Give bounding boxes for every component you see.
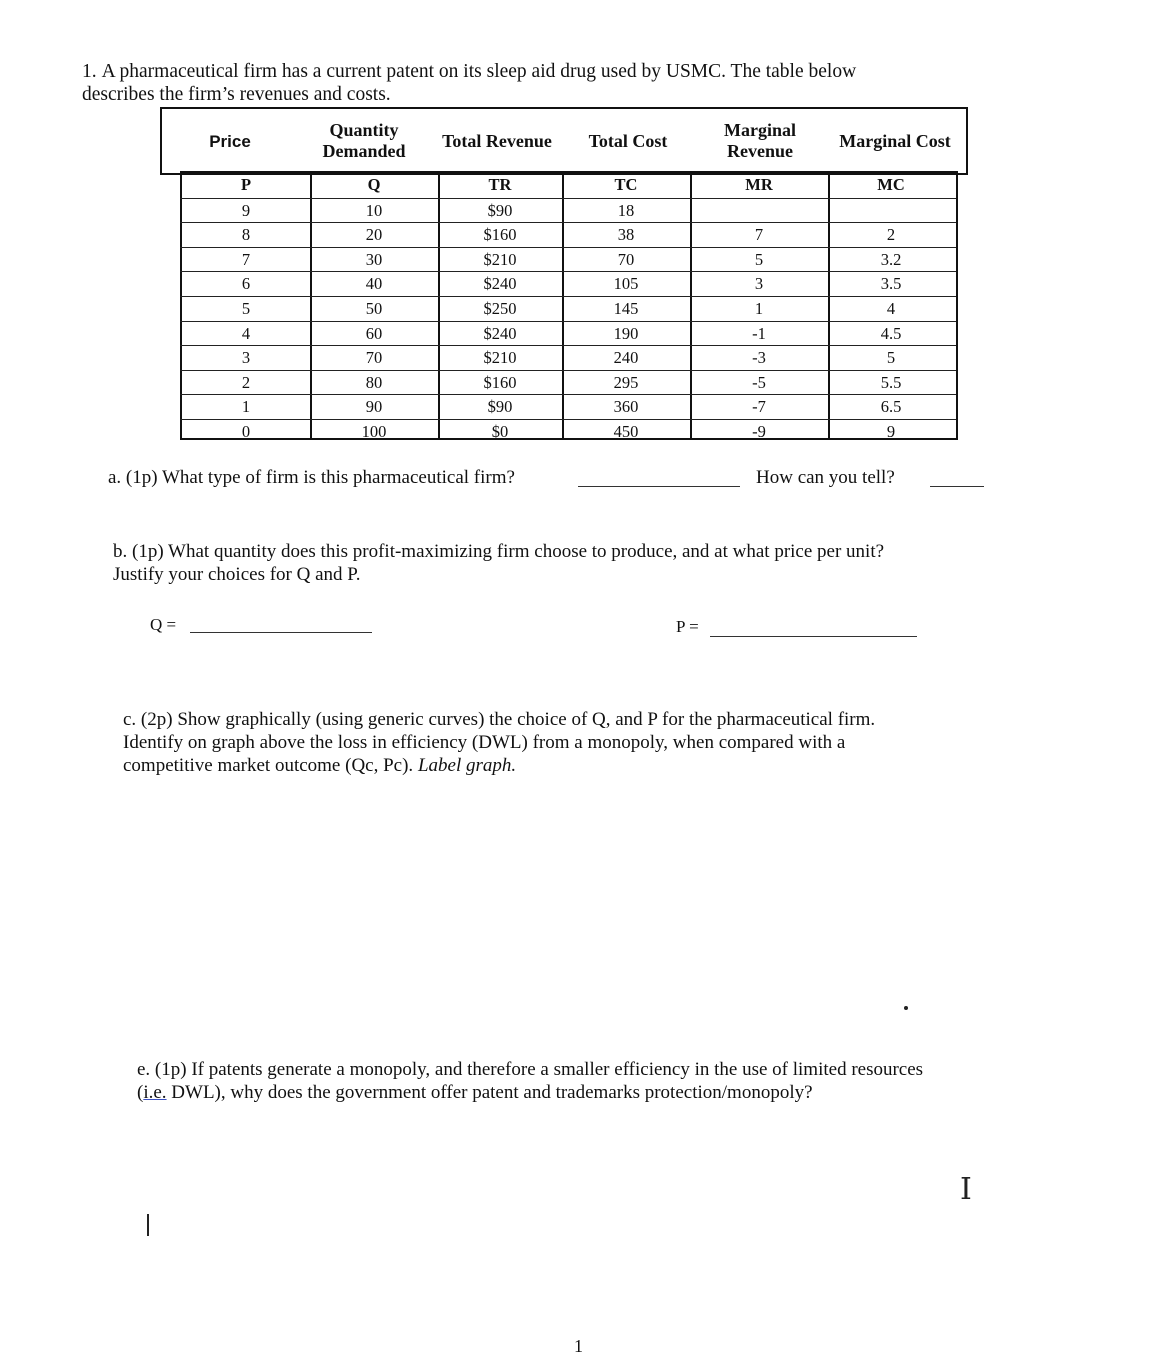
table-header-0: Price [209,131,251,151]
table-cell: $90 [487,397,513,417]
stray-dot [904,1006,908,1010]
p-label: P = [676,617,699,636]
table-cell: 3 [754,274,764,294]
table-cell: 105 [613,274,639,294]
table-cell: 4 [886,299,896,318]
intro-line-2: describes the firm’s revenues and costs. [82,84,391,105]
table-cell: 3 [241,348,251,368]
table-cell: 38 [617,225,635,245]
table-cell: 145 [613,299,639,318]
table-cell: $160 [483,372,517,392]
table-header-4: Marginal Revenue [724,120,796,161]
table-cell: 10 [365,200,383,220]
table-cell: -7 [752,397,766,417]
table-cell: 5 [754,249,764,269]
revenue-cost-table [160,107,966,441]
question-a-followup: How can you tell? [756,467,895,488]
table-cell: $210 [483,249,517,269]
table-header-5: Marginal Cost [839,130,951,151]
answer-a-type-blank[interactable] [578,486,740,487]
ie-abbrev: i.e. [143,1082,167,1103]
table-subheader-p: P [240,175,252,194]
table-cell: 30 [365,249,383,269]
question-e-line-2: DWL), why does the government offer patent and trademarks protection/monopoly? [166,1082,813,1103]
table-subheader-mr: MR [745,175,773,194]
table-cell: 0 [241,422,251,441]
table-cell: 70 [617,249,635,269]
table-subheader-q: Q [367,175,381,194]
table-cell: 5.5 [880,372,902,392]
question-c-line-2: Identify on graph above the loss in efficiency (DWL) from a monopoly, when compared with a [123,732,846,753]
page-number: 1 [574,1336,583,1356]
table-cell: $160 [483,225,517,245]
table-cell: 295 [613,372,639,392]
table-cell: $240 [483,323,517,343]
graph-answer-area[interactable] [120,810,1020,1030]
table-cell: 190 [613,323,639,343]
answer-q-blank[interactable] [190,632,372,633]
question-e: e. (1p) If patents generate a monopoly, and therefore a smaller efficiency in the use of limited resources (i.e. DWL), why does the government offer patent and trademarks protection/monopoly? [137,1059,924,1103]
table-cell: -9 [752,422,766,441]
question-c-label-graph: Label graph. [417,755,517,776]
table-cell: -1 [752,323,766,343]
table-cell: 9 [886,422,896,441]
table-cell: 6 [241,274,251,294]
table-cell: 4.5 [880,323,902,343]
table-cell: -3 [752,348,766,368]
table-subheader-mc: MC [877,175,905,194]
table-cell: 360 [613,397,639,417]
table-cell: 60 [365,323,383,343]
table-cell: 80 [365,372,383,392]
table-cell [690,199,828,223]
table-cell: 7 [241,249,251,269]
table-cell: -5 [752,372,766,392]
table-cell: 50 [365,299,383,318]
question-b-line-1: b. (1p) What quantity does this profit-maximizing firm choose to produce, and at what price per unit? [113,541,885,562]
table-cell: 2 [241,372,251,392]
answer-a-reason-blank[interactable] [930,486,984,487]
question-a [108,466,515,489]
question-c [123,708,875,777]
table-cell: 5 [241,299,251,318]
table-cell [828,199,954,223]
table-cell: $210 [483,348,517,368]
table-cell: $90 [487,200,513,220]
intro-line-1: A pharmaceutical firm has a current patent on its sleep aid drug used by USMC. The table below [101,61,857,82]
table-cell: $0 [491,422,509,441]
question-a-text: a. (1p) What type of firm is this pharmaceutical firm? [108,467,515,488]
table-cell: 90 [365,397,383,417]
table-header-1: Quantity Demanded [322,120,406,161]
question-b [113,540,884,586]
problem-number: 1. [82,61,97,82]
table-cell: 20 [365,225,383,245]
text-cursor [147,1214,149,1236]
table-cell: 100 [361,422,387,441]
ibeam-cursor-icon: I [960,1172,972,1207]
table-cell: 18 [617,200,635,220]
table-subheader-tr: TR [488,175,512,194]
table-cell: 3.5 [880,274,902,294]
table-cell: 450 [613,422,639,441]
table-cell: 3.2 [880,249,902,269]
table-cell: $240 [483,274,517,294]
table-cell: 5 [886,348,896,368]
table-cell: $250 [483,299,517,318]
table-cell: 8 [241,225,251,245]
table-cell: 70 [365,348,383,368]
answer-p-blank[interactable] [710,636,917,637]
table-cell: 2 [886,225,896,245]
table-header-2: Total Revenue [442,130,552,151]
table-cell: 4 [241,323,251,343]
table-cell: 1 [754,299,764,318]
problem-intro [82,60,1042,106]
question-c-line-1: c. (2p) Show graphically (using generic curves) the choice of Q, and P for the pharmaceutical firm. [123,709,876,730]
table-cell: 40 [365,274,383,294]
table-subheader-tc: TC [614,175,638,194]
q-label: Q = [150,615,177,634]
table-cell: 9 [241,200,251,220]
table-cell: 1 [241,397,251,417]
question-e-line-1: e. (1p) If patents generate a monopoly, and therefore a smaller efficiency in the use of limited resources [137,1059,924,1080]
table-cell: 7 [754,225,764,245]
question-c-line-3: competitive market outcome (Qc, Pc). [123,755,414,776]
table-cell: 240 [613,348,639,368]
table-header-3: Total Cost [588,130,668,151]
question-b-line-2: Justify your choices for Q and P. [113,564,361,585]
table-cell: 6.5 [880,397,902,417]
